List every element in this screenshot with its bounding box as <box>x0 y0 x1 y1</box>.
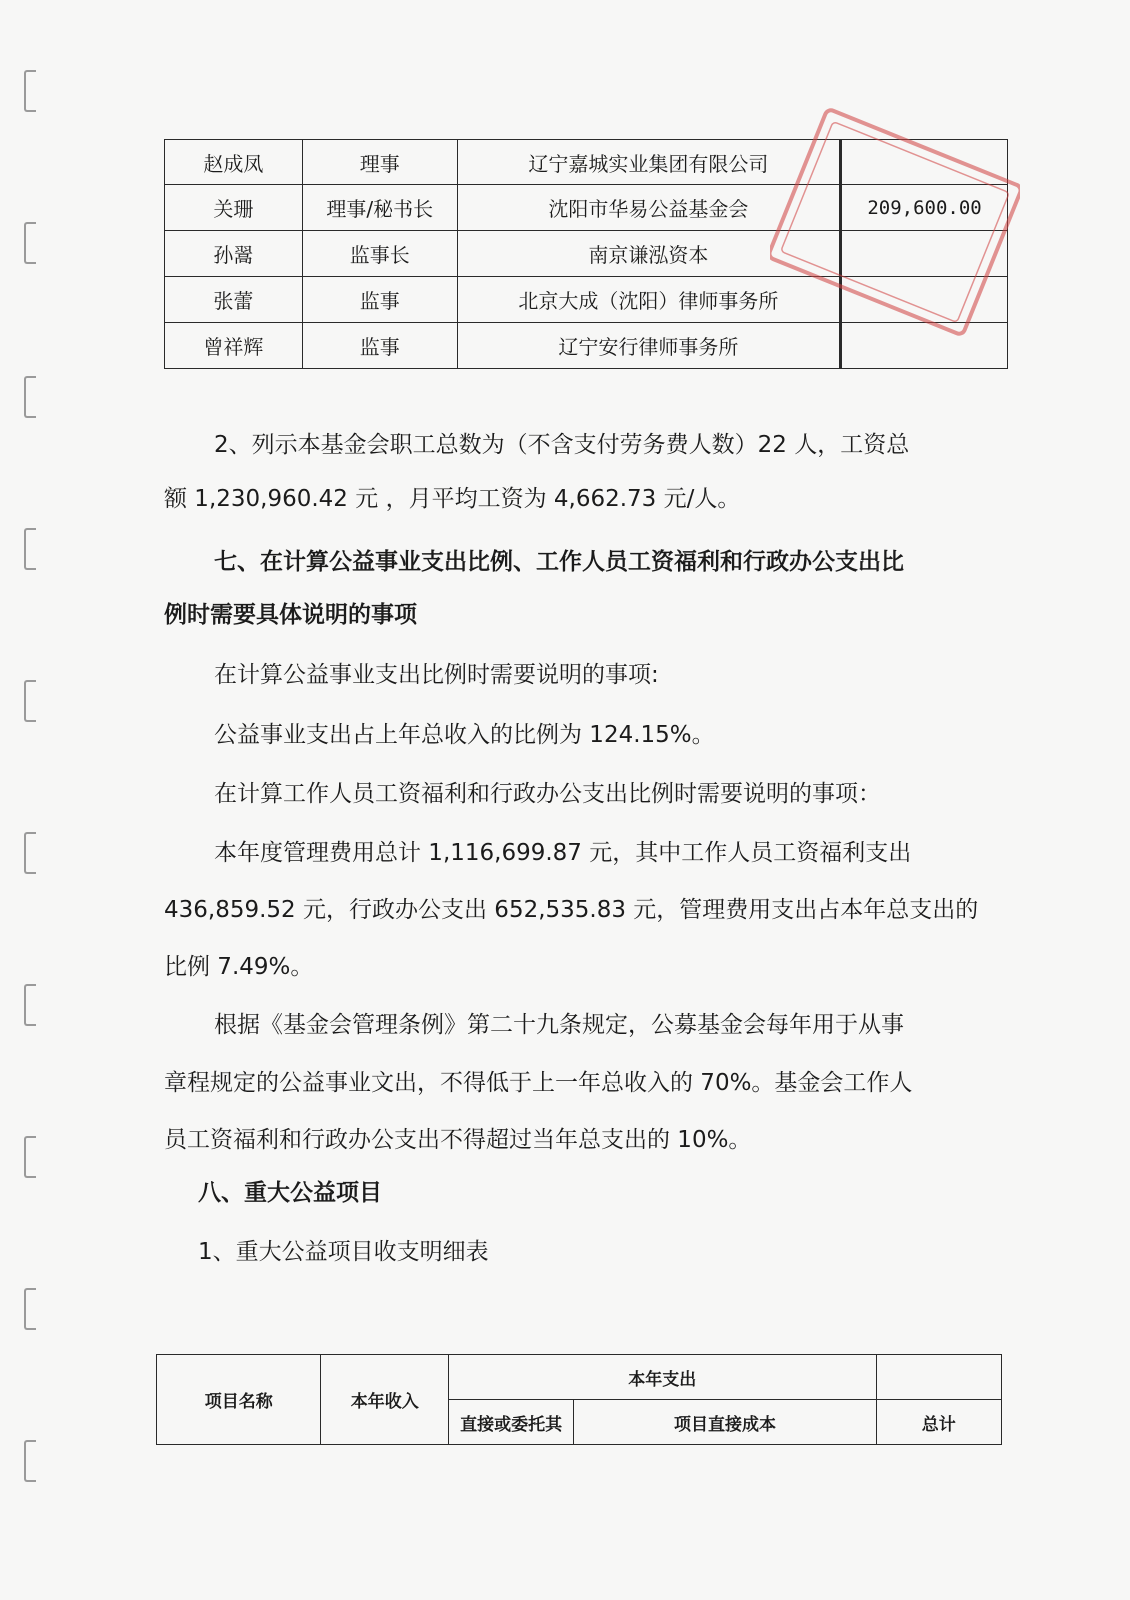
member-unit: 沈阳市华易公益基金会 <box>457 185 840 231</box>
header-expense: 本年支出 <box>448 1355 876 1400</box>
member-position: 监事 <box>302 277 457 323</box>
section-8-heading: 八、重大公益项目 <box>198 1180 382 1206</box>
section-7-paragraph: 员工资福利和行政办公支出不得超过当年总支出的 10%。 <box>164 1127 752 1153</box>
header-income: 本年收入 <box>321 1355 448 1445</box>
member-position: 监事长 <box>302 231 457 277</box>
member-name: 张蕾 <box>165 277 303 323</box>
section-8-subheading: 1、重大公益项目收支明细表 <box>198 1239 489 1265</box>
table-row <box>165 140 1008 185</box>
section-7-paragraph: 本年度管理费用总计 1,116,699.87 元，其中工作人员工资福利支出 <box>214 840 912 866</box>
amount-cell-empty <box>841 140 1008 185</box>
binding-hole <box>24 528 36 570</box>
section-7-heading-cont: 例时需要具体说明的事项 <box>164 602 417 628</box>
section-7-paragraph: 在计算公益事业支出比例时需要说明的事项: <box>214 662 659 688</box>
binding-hole <box>24 1440 36 1482</box>
member-position: 理事 <box>302 140 457 185</box>
section-7-paragraph: 436,859.52 元，行政办公支出 652,535.83 元，管理费用支出占本年总支出的 <box>164 897 979 923</box>
member-name: 赵成凤 <box>165 140 303 185</box>
member-unit: 北京大成（沈阳）律师事务所 <box>457 277 840 323</box>
table-row <box>165 323 1008 369</box>
table-row <box>165 277 1008 323</box>
binding-hole <box>24 680 36 722</box>
binding-hole <box>24 1136 36 1178</box>
member-position: 理事/秘书长 <box>302 185 457 231</box>
section-7-heading: 七、在计算公益事业支出比例、工作人员工资福利和行政办公支出比 <box>214 549 904 575</box>
staff-paragraph-line: 额 1,230,960.42 元 ，月平均工资为 4,662.73 元/人。 <box>164 486 741 512</box>
section-7-paragraph: 比例 7.49%。 <box>164 954 314 980</box>
binding-hole <box>24 832 36 874</box>
amount-cell: 209,600.00 <box>841 185 1008 231</box>
header-blank <box>876 1355 1001 1400</box>
header-project-name: 项目名称 <box>157 1355 321 1445</box>
binding-hole <box>24 376 36 418</box>
member-name: 孙翯 <box>165 231 303 277</box>
amount-cell-empty <box>841 323 1008 369</box>
section-7-paragraph: 在计算工作人员工资福利和行政办公支出比例时需要说明的事项： <box>214 781 881 807</box>
member-unit: 辽宁嘉城实业集团有限公司 <box>457 140 840 185</box>
binding-hole <box>24 222 36 264</box>
binding-hole <box>24 984 36 1026</box>
section-7-paragraph: 章程规定的公益事业文出，不得低于上一年总收入的 70%。基金会工作人 <box>164 1070 913 1096</box>
member-name: 关珊 <box>165 185 303 231</box>
table-row <box>165 185 1008 231</box>
subheader-total: 总计 <box>876 1400 1001 1445</box>
section-7-paragraph: 根据《基金会管理条例》第二十九条规定，公募基金会每年用于从事 <box>214 1012 904 1038</box>
table-row <box>157 1355 1002 1400</box>
member-unit: 辽宁安行律师事务所 <box>457 323 840 369</box>
section-7-paragraph: 公益事业支出占上年总收入的比例为 124.15%。 <box>214 722 715 748</box>
member-unit: 南京谦泓资本 <box>457 231 840 277</box>
amount-cell-empty <box>841 277 1008 323</box>
amount-cell-empty <box>841 231 1008 277</box>
member-name: 曾祥辉 <box>165 323 303 369</box>
subheader-cost: 项目直接成本 <box>574 1400 876 1445</box>
subheader-direct: 直接或委托其 <box>448 1400 573 1445</box>
staff-paragraph-line: 2、列示本基金会职工总数为（不含支付劳务费人数）22 人，工资总 <box>214 432 910 458</box>
project-table <box>156 1354 1002 1445</box>
table-row <box>165 231 1008 277</box>
member-table <box>164 139 1008 369</box>
binding-hole <box>24 1288 36 1330</box>
member-position: 监事 <box>302 323 457 369</box>
binding-hole <box>24 70 36 112</box>
